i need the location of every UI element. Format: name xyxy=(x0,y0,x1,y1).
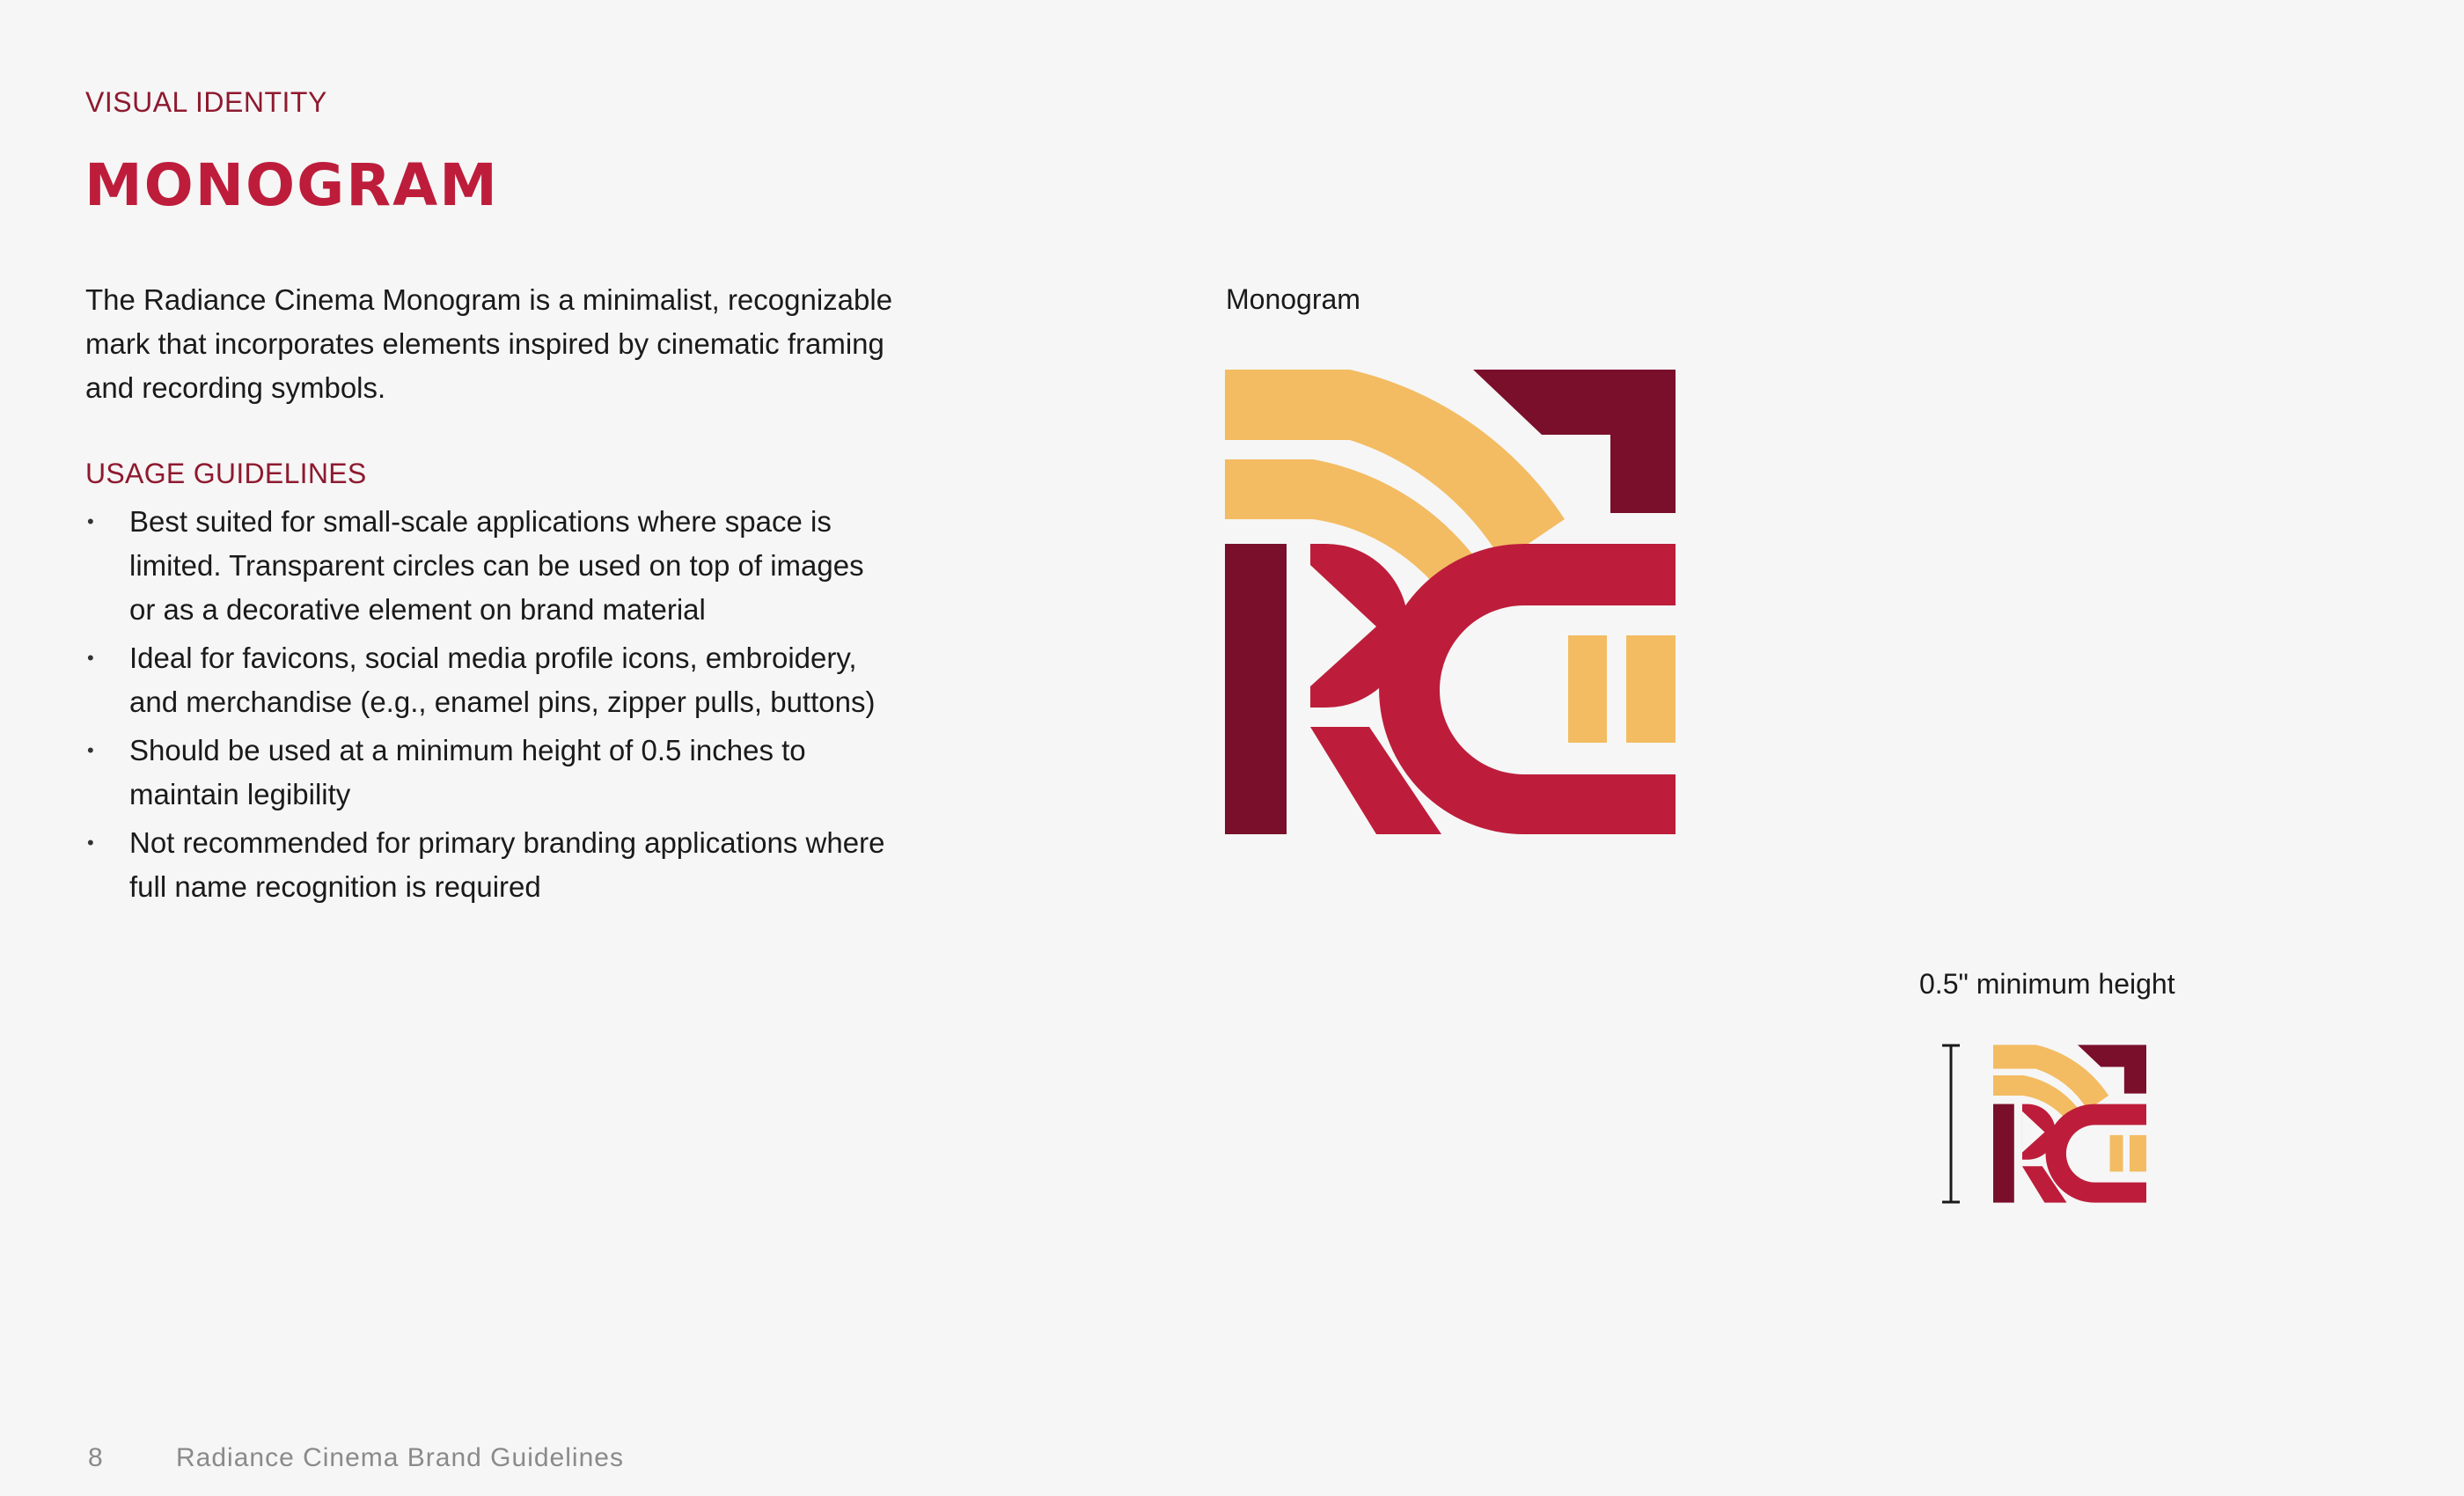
intro-paragraph: The Radiance Cinema Monogram is a minimalist, recognizable mark that incorporates elements inspired by cinematic framing and recording symbols. xyxy=(85,283,893,404)
monogram-label: Monogram xyxy=(1226,283,1360,315)
list-item-text: Not recommended for primary branding applications where full name recognition is required xyxy=(129,826,885,903)
pause-bar-left xyxy=(1568,635,1607,743)
list-item-text: Should be used at a minimum height of 0.5 inches to maintain legibility xyxy=(129,734,806,810)
bullet-icon: • xyxy=(87,739,94,761)
usage-guidelines-heading: USAGE GUIDELINES xyxy=(85,458,367,489)
bullet-icon: • xyxy=(87,510,94,532)
monogram-logo-small xyxy=(1993,1044,2146,1204)
bullet-icon: • xyxy=(87,647,94,669)
page-number: 8 xyxy=(88,1443,103,1472)
list-item xyxy=(85,821,895,909)
list-item xyxy=(85,636,895,724)
footer-document-title: Radiance Cinema Brand Guidelines xyxy=(176,1443,624,1472)
list-item xyxy=(85,729,895,817)
section-eyebrow: VISUAL IDENTITY xyxy=(85,86,327,118)
minimum-height-label: 0.5" minimum height xyxy=(1919,968,2175,1000)
monogram-logo-large xyxy=(1224,370,1676,834)
usage-guidelines-list xyxy=(85,500,895,913)
list-item-text: Ideal for favicons, social media profile icons, embroidery, and merchandise (e.g., enamel pins, zipper pulls, buttons) xyxy=(129,642,876,718)
list-item xyxy=(85,500,895,632)
bullet-icon: • xyxy=(87,832,94,854)
page-title: MONOGRAM xyxy=(84,151,499,219)
pause-bar-right xyxy=(1626,635,1676,743)
list-item-text: Best suited for small-scale applications where space is limited. Transparent circles can be used on top of images or as a decorative element on brand material xyxy=(129,505,864,626)
r-stem-shape xyxy=(1225,544,1287,834)
height-indicator-icon xyxy=(1940,1044,1962,1204)
